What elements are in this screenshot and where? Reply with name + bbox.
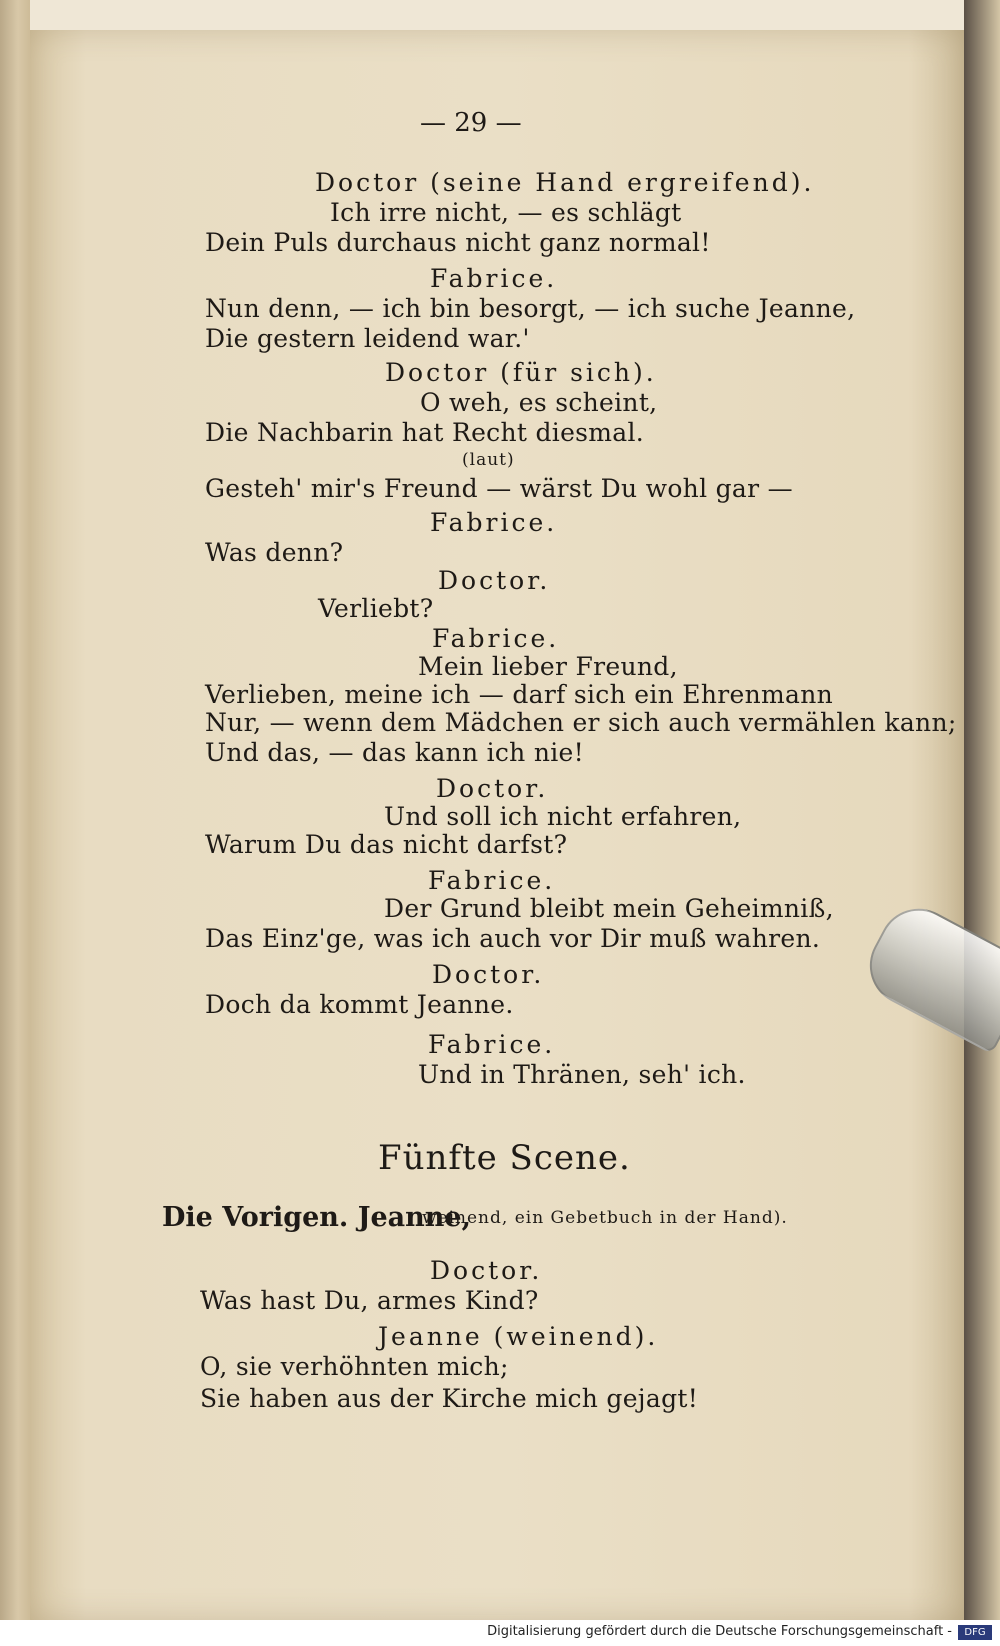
verse-line: Was hast Du, armes Kind?	[200, 1286, 539, 1315]
verse-line: Und das, — das kann ich nie!	[205, 738, 584, 767]
speaker-name: Fabrice.	[430, 264, 558, 293]
verse-line: Dein Puls durchaus nicht ganz normal!	[205, 228, 711, 257]
speaker-name: Fabrice.	[428, 1030, 556, 1059]
speaker-name: Doctor.	[430, 1256, 543, 1285]
funding-notice: Digitalisierung gefördert durch die Deutsche Forschungsgemeinschaft -	[487, 1624, 952, 1639]
verse-line: Und soll ich nicht erfahren,	[384, 802, 742, 831]
page-number: — 29 —	[420, 108, 522, 138]
verse-line: Verlieben, meine ich — darf sich ein Ehrenmann	[205, 680, 833, 709]
verse-line: Sie haben aus der Kirche mich gejagt!	[200, 1384, 699, 1413]
speaker-name: Fabrice.	[430, 508, 558, 537]
verse-line: O weh, es scheint,	[420, 388, 658, 417]
verse-line: Der Grund bleibt mein Geheimniß,	[384, 894, 834, 923]
scene-title: Fünfte Scene.	[378, 1138, 631, 1178]
footer-bar	[0, 1620, 1000, 1646]
verse-line: Die Nachbarin hat Recht diesmal.	[205, 418, 645, 447]
verse-line: Nur, — wenn dem Mädchen er sich auch vermählen kann;	[205, 708, 957, 737]
speaker-name: Fabrice.	[432, 624, 560, 653]
stage-line: Doctor (seine Hand ergreifend).	[315, 168, 815, 197]
speaker-name: Doctor.	[436, 774, 549, 803]
stage-line: Jeanne (weinend).	[378, 1322, 659, 1351]
verse-line: Nun denn, — ich bin besorgt, — ich suche Jeanne,	[205, 294, 856, 323]
verse-line: Die gestern leidend war.'	[205, 324, 530, 353]
speaker-name: Fabrice.	[428, 866, 556, 895]
verse-line: Ich irre nicht, — es schlägt	[330, 198, 682, 227]
verse-line: Das Einz'ge, was ich auch vor Dir muß wahren.	[205, 924, 821, 953]
stage-line: Doctor (für sich).	[385, 358, 657, 387]
speaker-name: Doctor.	[438, 566, 551, 595]
book-edge-left	[0, 0, 30, 1646]
verse-line: Verliebt?	[318, 594, 434, 623]
verse-line: Mein lieber Freund,	[418, 652, 678, 681]
scene-characters: Die Vorigen. Jeanne,	[162, 1202, 471, 1233]
verse-line: Doch da kommt Jeanne.	[205, 990, 514, 1019]
verse-line: Warum Du das nicht darfst?	[205, 830, 568, 859]
speaker-name: Doctor.	[432, 960, 545, 989]
verse-line: Was denn?	[205, 538, 344, 567]
stage-direction: weinend, ein Gebetbuch in der Hand).	[422, 1208, 788, 1228]
verse-line: O, sie verhöhnten mich;	[200, 1352, 509, 1381]
dfg-logo: DFG	[958, 1625, 992, 1640]
verse-line: Gesteh' mir's Freund — wärst Du wohl gar —	[205, 474, 793, 503]
book-edge-right	[964, 0, 1000, 1646]
stage-direction: (laut)	[462, 450, 515, 470]
verse-line: Und in Thränen, seh' ich.	[418, 1060, 746, 1089]
